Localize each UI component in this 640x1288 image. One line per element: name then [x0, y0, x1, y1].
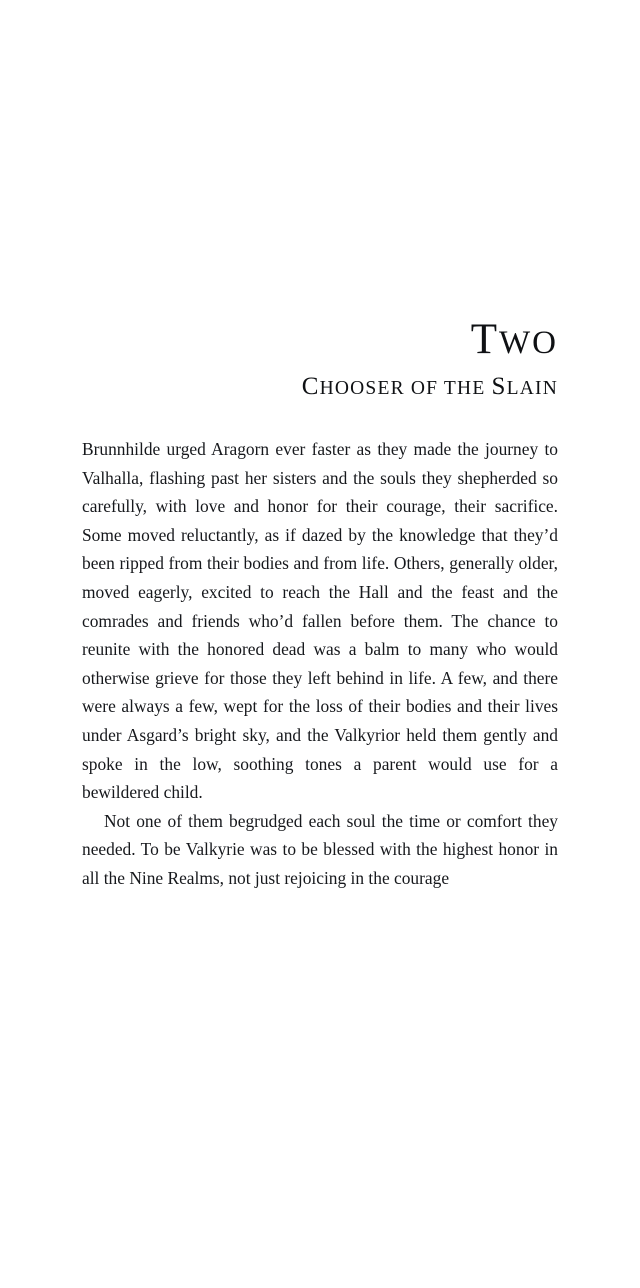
chapter-title-initial: C — [301, 373, 320, 400]
chapter-title-last-rest: LAIN — [506, 378, 558, 399]
paragraph: Brunnhilde urged Aragorn ever faster as they made the journey to Valhalla, flashing past her sisters and the souls they shepherded so carefully, with love and honor for their courage, their sacrifice. Some moved reluctantly, as if dazed by the knowledge that they’d been ripped from their bodies and from life. Others, generally older, moved eagerly, excited to reach the Hall and the feast and the comrades and friends who’d fallen before them. The chance to reunite with the honored dead was a balm to many who would otherwise grieve for those they left behind in life. A few, and there were always a few, wept for the loss of their bodies and their lives under Asgard’s bright sky, and the Valkyrior held them gently and spoke in the low, soothing tones a parent would use for a bewildered child. — [82, 439, 558, 803]
paragraph: Not one of them begrudged each soul the time or comfort they needed. To be Valkyrie was to be blessed with the highest honor in all the Nine Realms, not just rejoicing in the courage — [82, 810, 558, 888]
book-page — [0, 318, 640, 1288]
body-text — [82, 435, 558, 893]
chapter-title-word-one: HOOSER — [319, 378, 405, 399]
chapter-heading — [82, 318, 558, 401]
chapter-number — [82, 318, 558, 361]
chapter-number-rest: WO — [499, 325, 558, 361]
chapter-title-of-the: OF THE — [410, 378, 486, 399]
chapter-number-initial: T — [470, 316, 500, 363]
chapter-title-last-initial: S — [491, 373, 507, 400]
chapter-title — [82, 373, 558, 401]
